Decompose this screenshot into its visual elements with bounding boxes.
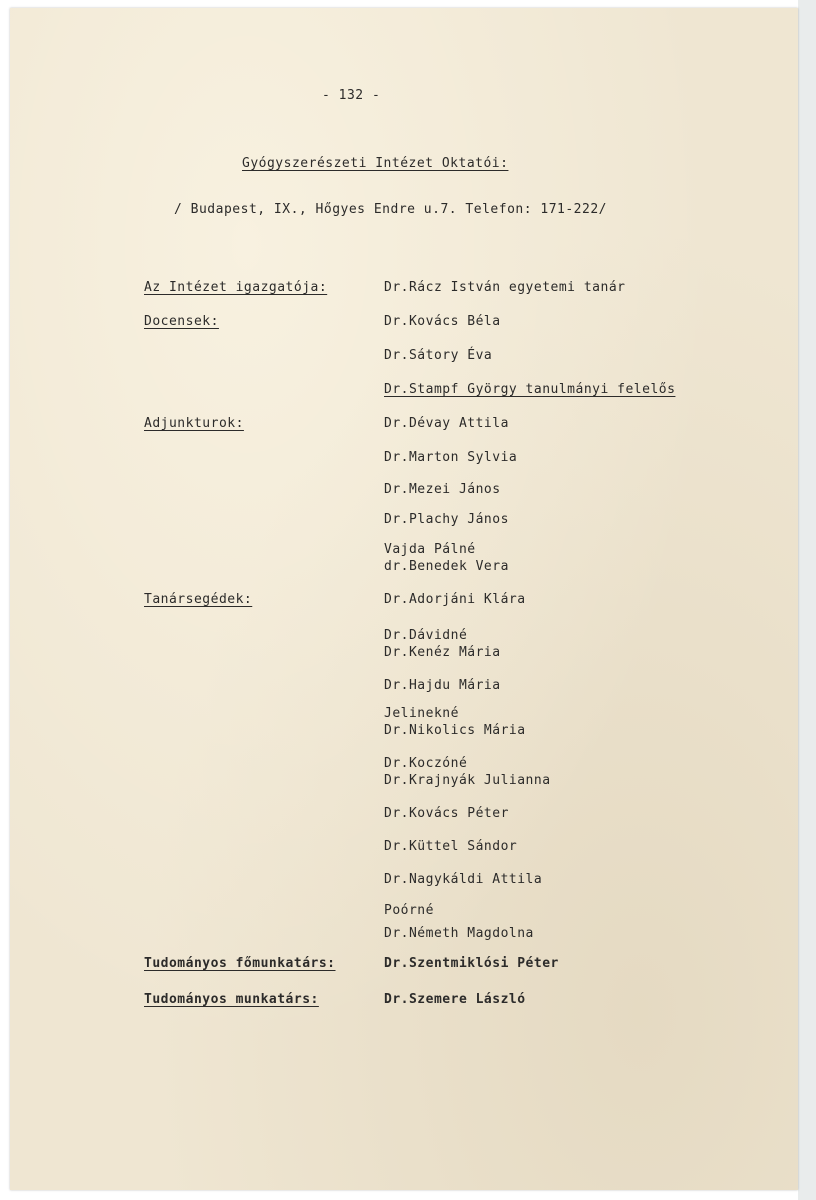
name-tanarseged: Jelinekné — [384, 706, 459, 721]
scan-edge-strip — [798, 0, 816, 1200]
name-adjunktus: dr.Benedek Vera — [384, 559, 509, 574]
name-tanarseged: Dr.Nagykáldi Attila — [384, 872, 543, 887]
name-docens: Dr.Sátory Éva — [384, 348, 493, 363]
name-tanarseged: Dr.Hajdu Mária — [384, 678, 501, 693]
name-tanarseged: Dr.Dávidné — [384, 628, 468, 643]
name-tanarseged: Dr.Küttel Sándor — [384, 839, 518, 854]
document-page — [10, 8, 798, 1190]
label-igazgato: Az Intézet igazgatója: — [144, 280, 328, 295]
label-docensek: Docensek: — [144, 314, 219, 329]
name-tanarseged: Dr.Koczóné — [384, 756, 468, 771]
name-adjunktus: Dr.Plachy János — [384, 512, 509, 527]
name-tanarseged: Dr.Kovács Péter — [384, 806, 509, 821]
name-adjunktus: Vajda Pálné — [384, 542, 476, 557]
name-tanarseged: Dr.Krajnyák Julianna — [384, 773, 551, 788]
name-adjunktus: Dr.Dévay Attila — [384, 416, 509, 431]
name-fomunkatars: Dr.Szentmiklósi Péter — [384, 956, 559, 971]
name-adjunktus: Dr.Mezei János — [384, 482, 501, 497]
name-docens: Dr.Kovács Béla — [384, 314, 501, 329]
label-adjunkturok: Adjunkturok: — [144, 416, 244, 431]
name-docens-tanulmanyi-felelos: Dr.Stampf György tanulmányi felelős — [384, 382, 676, 397]
name-tanarseged: Dr.Adorjáni Klára — [384, 592, 526, 607]
institute-address: / Budapest, IX., Hőgyes Endre u.7. Telefon: 171-222/ — [174, 202, 607, 217]
name-tanarseged: Poórné — [384, 903, 434, 918]
page-number: - 132 - — [322, 88, 381, 103]
name-igazgato: Dr.Rácz István egyetemi tanár — [384, 280, 626, 295]
name-tanarseged: Dr.Németh Magdolna — [384, 926, 534, 941]
label-fomunkatars: Tudományos főmunkatárs: — [144, 956, 336, 971]
name-munkatars: Dr.Szemere László — [384, 992, 526, 1007]
label-munkatars: Tudományos munkatárs: — [144, 992, 319, 1007]
name-tanarseged: Dr.Nikolics Mária — [384, 723, 526, 738]
document-heading: Gyógyszerészeti Intézet Oktatói: — [242, 156, 509, 171]
label-tanarsegedek: Tanársegédek: — [144, 592, 253, 607]
name-tanarseged: Dr.Kenéz Mária — [384, 645, 501, 660]
name-adjunktus: Dr.Marton Sylvia — [384, 450, 518, 465]
